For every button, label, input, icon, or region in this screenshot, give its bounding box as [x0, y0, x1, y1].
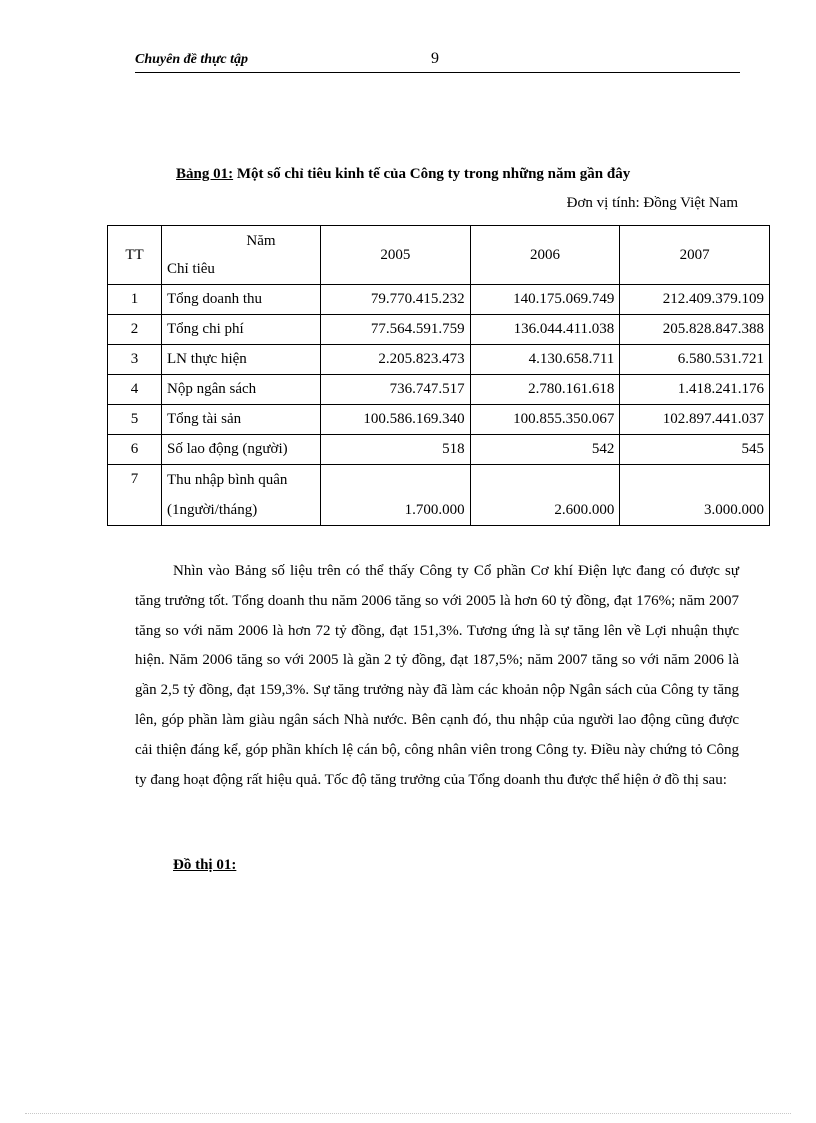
row-value: 736.747.517 — [321, 375, 471, 405]
page-number: 9 — [431, 50, 439, 67]
table-row — [108, 375, 770, 405]
row-tt: 5 — [108, 405, 162, 435]
header-title: Chuyên đề thực tập — [135, 52, 249, 67]
row-tt: 1 — [108, 285, 162, 315]
body-paragraph: Nhìn vào Bảng số liệu trên có thể thấy Công ty Cổ phần Cơ khí Điện lực đang có được sự tăng trưởng tốt. Tổng doanh thu năm 2006 tăng so với 2005 là hơn 60 tỷ đồng, đạt 176%; năm 2007 tăng so với năm 2006 là hơn 72 tỷ đồng, đạt 151,3%. Tương ứng là sự tăng lên về Lợi nhuận thực hiện. Năm 2006 tăng so với 2005 là gần 2 tỷ đồng, đạt 187,5%; năm 2007 tăng so với năm 2006 là gần 2,5 tỷ đồng, đạt 159,3%. Sự tăng trưởng này đã làm các khoản nộp Ngân sách của Công ty tăng lên, góp phần làm giàu ngân sách Nhà nước. Bên cạnh đó, thu nhập của người lao động cũng được cải thiện đáng kể, góp phần khích lệ cán bộ, công nhân viên trong Công ty. Điều này chứng tỏ Công ty đang hoạt động rất hiệu quả. Tốc độ tăng trưởng của Tổng doanh thu được thể hiện ở đồ thị sau: — [135, 563, 739, 788]
row-value: 136.044.411.038 — [470, 315, 620, 345]
row-value: 1.418.241.176 — [620, 375, 770, 405]
row-value: 100.855.350.067 — [470, 405, 620, 435]
unit-note: Đơn vị tính: Đồng Việt Nam — [566, 195, 738, 211]
table-row — [108, 345, 770, 375]
row-name-line1: Thu nhập bình quân — [167, 472, 288, 488]
header-year: 2007 — [620, 226, 770, 285]
row-name: Tổng doanh thu — [162, 285, 321, 315]
chart-caption: Đồ thị 01: — [173, 857, 237, 873]
indicator-table — [107, 225, 770, 526]
row-value: 205.828.847.388 — [620, 315, 770, 345]
table-header-row — [108, 226, 770, 285]
row-value: 212.409.379.109 — [620, 285, 770, 315]
row-name: Tổng chi phí — [162, 315, 321, 345]
header-year: 2005 — [321, 226, 471, 285]
row-name: Nộp ngân sách — [162, 375, 321, 405]
row-tt: 7 — [108, 465, 162, 526]
row-tt: 2 — [108, 315, 162, 345]
row-value: 140.175.069.749 — [470, 285, 620, 315]
page-header — [135, 50, 740, 73]
header-year-label: Năm — [246, 233, 276, 249]
header-tt: TT — [108, 226, 162, 285]
row-value: 1.700.000 — [321, 465, 471, 526]
row-tt: 6 — [108, 435, 162, 465]
row-value: 2.780.161.618 — [470, 375, 620, 405]
row-value: 545 — [620, 435, 770, 465]
row-tt: 3 — [108, 345, 162, 375]
row-name: Số lao động (người) — [162, 435, 321, 465]
row-name-line2: (1người/tháng) — [167, 502, 258, 518]
table-row — [108, 315, 770, 345]
header-year: 2006 — [470, 226, 620, 285]
table-caption-label: Bảng 01: — [176, 166, 234, 182]
row-value: 3.000.000 — [620, 465, 770, 526]
row-name — [162, 465, 321, 526]
row-name: Tổng tài sản — [162, 405, 321, 435]
row-value: 79.770.415.232 — [321, 285, 471, 315]
table-row — [108, 405, 770, 435]
table-caption-text: Một số chỉ tiêu kinh tế của Công ty trong những năm gần đây — [233, 166, 631, 182]
table-row — [108, 285, 770, 315]
row-value: 6.580.531.721 — [620, 345, 770, 375]
row-value: 100.586.169.340 — [321, 405, 471, 435]
row-value: 518 — [321, 435, 471, 465]
page-bottom-divider — [25, 1113, 791, 1114]
header-indicator-label: Chỉ tiêu — [167, 261, 215, 277]
row-value: 2.205.823.473 — [321, 345, 471, 375]
table-caption — [176, 166, 630, 183]
table-row — [108, 465, 770, 526]
header-diagonal-cell — [162, 226, 321, 285]
row-value: 4.130.658.711 — [470, 345, 620, 375]
row-tt: 4 — [108, 375, 162, 405]
row-name: LN thực hiện — [162, 345, 321, 375]
row-value: 542 — [470, 435, 620, 465]
row-value: 77.564.591.759 — [321, 315, 471, 345]
table-row — [108, 435, 770, 465]
row-value: 2.600.000 — [470, 465, 620, 526]
row-value: 102.897.441.037 — [620, 405, 770, 435]
